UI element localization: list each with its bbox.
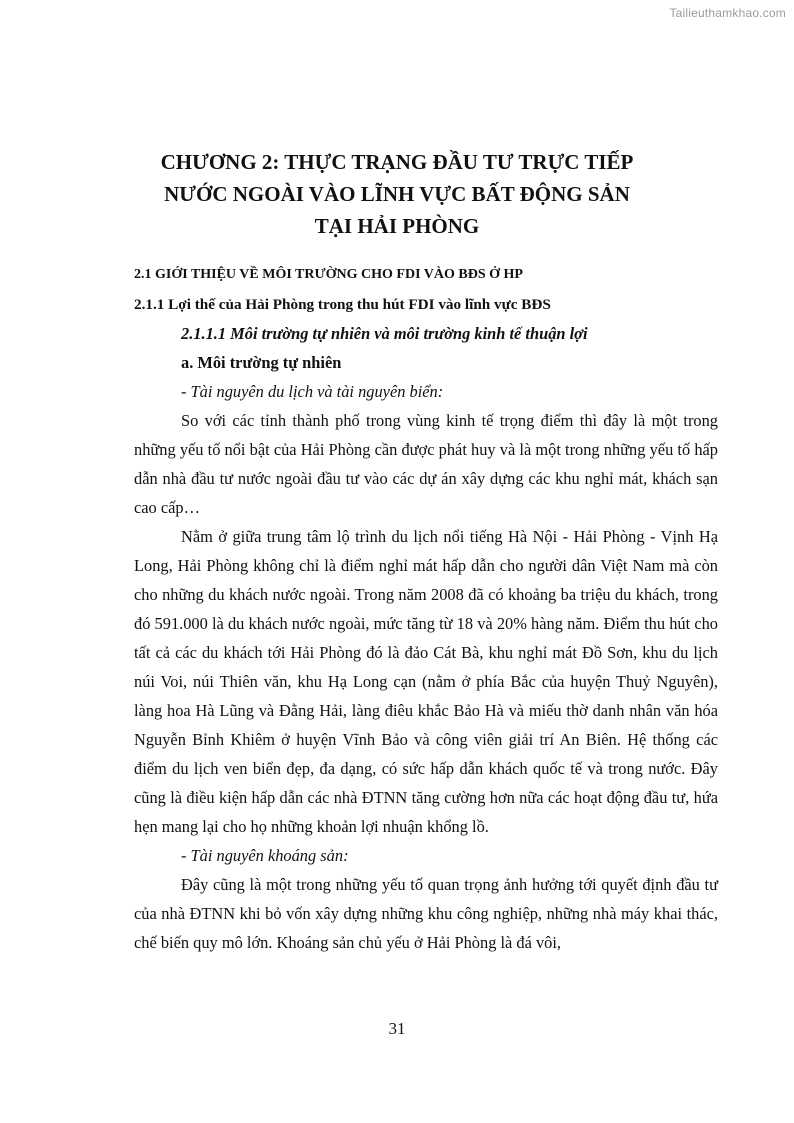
- subsubsection-heading: 2.1.1.1 Môi trường tự nhiên và môi trường kinh tế thuận lợi: [181, 324, 588, 343]
- chapter-title-line-1: CHƯƠNG 2: THỰC TRẠNG ĐẦU TƯ TRỰC TIẾP: [160, 150, 634, 174]
- chapter-title-line-2: NƯỚC NGOÀI VÀO LĨNH VỰC BẤT ĐỘNG SẢN: [164, 182, 630, 206]
- paragraph-1: So với các tỉnh thành phố trong vùng kinh tế trọng điểm thì đây là một trong những yếu tố nổi bật của Hải Phòng cần được phát huy và là một trong những yếu tố hấp dẫn nhà đầu tư nước ngoài đầu tư vào các dự án xây dựng các khu nghỉ mát, khách sạn cao cấp…: [134, 411, 718, 517]
- paragraph-3: Đây cũng là một trong những yếu tố quan trọng ảnh hưởng tới quyết định đầu tư của nhà ĐTNN khi bỏ vốn xây dựng những khu công nghiệp, những nhà máy khai thác, chế biến quy mô lớn. Khoáng sản chủ yếu ở Hải Phòng là đá vôi,: [134, 875, 718, 952]
- chapter-title-line-3: TẠI HẢI PHÒNG: [314, 214, 480, 238]
- subsection-heading: 2.1.1 Lợi thế của Hải Phòng trong thu hút FDI vào lĩnh vực BĐS: [134, 296, 551, 313]
- page-content: [134, 262, 718, 957]
- chapter-title: [0, 146, 794, 242]
- page-number: 31: [388, 1019, 406, 1038]
- bullet-tourism-resources: - Tài nguyên du lịch và tài nguyên biển:: [181, 382, 444, 401]
- paragraph-2: Nằm ở giữa trung tâm lộ trình du lịch nổi tiếng Hà Nội - Hải Phòng - Vịnh Hạ Long, Hải Phòng không chỉ là điểm nghỉ mát hấp dẫn cho người dân Việt Nam mà còn cho những du khách nước ngoài. Trong năm 2008 đã có khoảng ba triệu du khách, trong đó 591.000 là du khách nước ngoài, mức tăng từ 18 và 20% hàng năm. Điểm thu hút cho tất cả các du khách tới Hải Phòng đó là đảo Cát Bà, khu nghỉ mát Đồ Sơn, khu du lịch núi Voi, núi Thiên văn, khu Hạ Long cạn (nằm ở phía Bắc của huyện Thuỷ Nguyên), làng hoa Hà Lũng và Đằng Hải, làng điêu khắc Bảo Hà và miếu thờ danh nhân văn hóa Nguyễn Bỉnh Khiêm ở huyện Vĩnh Bảo và công viên giải trí An Biên. Hệ thống các điểm du lịch ven biển đẹp, đa dạng, có sức hấp dẫn khách quốc tế và trong nước. Đây cũng là điều kiện hấp dẫn các nhà ĐTNN tăng cường hơn nữa các hoạt động đầu tư, hứa hẹn mang lại cho họ những khoản lợi nhuận khổng lồ.: [134, 527, 718, 836]
- section-heading: 2.1 GIỚI THIỆU VỀ MÔI TRƯỜNG CHO FDI VÀO BĐS Ở HP: [134, 267, 523, 282]
- bullet-mineral-resources: - Tài nguyên khoáng sản:: [181, 846, 349, 865]
- watermark-text: Tailieuthamkhao.com: [669, 6, 786, 20]
- item-heading: a. Môi trường tự nhiên: [181, 353, 342, 372]
